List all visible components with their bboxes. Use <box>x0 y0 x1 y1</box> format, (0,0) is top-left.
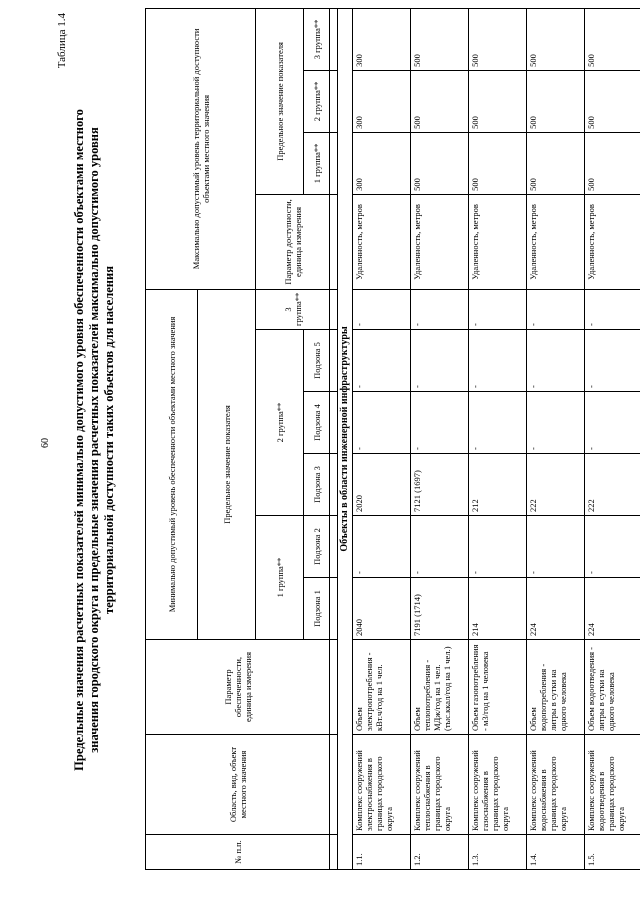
row-value: - <box>585 392 640 454</box>
row-value: 214 <box>469 578 527 640</box>
table-row <box>353 8 411 869</box>
row-value: 222 <box>527 454 585 516</box>
row-number: 1.2. <box>411 835 469 870</box>
row-access-param: Удаленность, метров <box>585 194 640 289</box>
row-object: Комплекс сооружений электроснабжения в границах городского округа <box>353 735 411 835</box>
row-value: 222 <box>585 454 640 516</box>
row-access-value: 500 <box>411 70 469 132</box>
access-limit-header: Предельное значение показателя <box>256 8 304 194</box>
row-object: Комплекс сооружений водоснабжения в границах городского округа <box>527 735 585 835</box>
row-value: 2040 <box>353 578 411 640</box>
col-num-header: № п.п. <box>146 835 330 870</box>
subzone-5-header: Подзона 5 <box>304 330 330 392</box>
page-number: 60 <box>40 438 51 448</box>
row-access-value: 300 <box>353 132 411 194</box>
row-object: Комплекс сооружений теплоснабжения в границах городского округа <box>411 735 469 835</box>
subzone-3-header: Подзона 3 <box>304 454 330 516</box>
row-value: - <box>353 289 411 329</box>
table-label: Таблица 1.4 <box>56 13 68 69</box>
row-value: 7191 (1714) <box>411 578 469 640</box>
table-row <box>469 8 527 869</box>
row-access-value: 500 <box>411 132 469 194</box>
row-value: 224 <box>527 578 585 640</box>
row-access-value: 500 <box>585 8 640 70</box>
group1-header: 1 группа** <box>256 516 304 640</box>
group3-header: 3 группа** <box>256 289 330 329</box>
table-row <box>585 8 640 869</box>
row-access-value: 500 <box>527 8 585 70</box>
row-value: - <box>411 289 469 329</box>
row-value: - <box>585 516 640 578</box>
row-value: - <box>527 516 585 578</box>
row-value: - <box>469 392 527 454</box>
row-access-value: 500 <box>585 132 640 194</box>
access-group3-header: 3 группа** <box>304 8 330 70</box>
limit-value-header: Предельное значение показателя <box>198 289 256 639</box>
row-access-value: 500 <box>469 70 527 132</box>
row-param: Объем теплопотребления - МДж/год на 1 чел. (тыс.ккал/год на 1 чел.) <box>411 640 469 735</box>
row-value: - <box>585 289 640 329</box>
standards-table <box>145 8 640 870</box>
row-value: - <box>411 330 469 392</box>
subzone-4-header: Подзона 4 <box>304 392 330 454</box>
row-access-param: Удаленность, метров <box>411 194 469 289</box>
section-title: Объекты в области инженерной инфраструктуры <box>338 8 353 869</box>
row-param: Объем электропотребления - кВт.ч/год на 1 чел. <box>353 640 411 735</box>
access-group1-header: 1 группа** <box>304 132 330 194</box>
section-row <box>338 8 353 869</box>
title-line: Предельные значения расчетных показателей минимально допустимого уровня обеспеченности объектами местного <box>72 109 86 771</box>
row-value: - <box>411 392 469 454</box>
row-access-param: Удаленность, метров <box>527 194 585 289</box>
row-value: - <box>353 392 411 454</box>
max-access-header: Максимально допустимый уровень территориальной доступности объектами местного значения <box>146 8 256 289</box>
col-param-header: Параметр обеспеченности, единица измерения <box>146 640 330 735</box>
table-row <box>411 8 469 869</box>
row-value: - <box>353 330 411 392</box>
access-group2-header: 2 группа** <box>304 70 330 132</box>
table-row <box>527 8 585 869</box>
row-param: Объем водоотведения - литры в сутки на одного человека <box>585 640 640 735</box>
row-number: 1.1. <box>353 835 411 870</box>
title-line: территориальной доступности таких объектов для населения <box>102 266 116 614</box>
subzone-1-header: Подзона 1 <box>304 578 330 640</box>
row-value: - <box>585 330 640 392</box>
row-access-value: 500 <box>411 8 469 70</box>
title-line: значения городского округа и предельные значения расчетных показателей максимально допустимого уровня <box>87 127 101 753</box>
col-area-header: Область, вид, объект местного значения <box>146 735 330 835</box>
table-body <box>338 8 640 869</box>
row-access-value: 300 <box>353 8 411 70</box>
min-level-header: Минимально допустимый уровень обеспеченности объектами местного значения <box>146 289 198 639</box>
row-object: Комплекс сооружений водоотведения в границах городского округа <box>585 735 640 835</box>
subzone-2-header: Подзона 2 <box>304 516 330 578</box>
row-value: - <box>527 330 585 392</box>
row-value: 224 <box>585 578 640 640</box>
row-access-value: 500 <box>527 70 585 132</box>
row-access-value: 500 <box>527 132 585 194</box>
row-access-param: Удаленность, метров <box>469 194 527 289</box>
row-number: 1.4. <box>527 835 585 870</box>
access-param-header: Параметр доступности, единица измерения <box>256 194 330 289</box>
row-access-value: 500 <box>469 132 527 194</box>
row-number: 1.5. <box>585 835 640 870</box>
row-value: - <box>353 516 411 578</box>
row-value: - <box>411 516 469 578</box>
row-value: - <box>527 392 585 454</box>
row-value: 7121 (1697) <box>411 454 469 516</box>
row-object: Комплекс сооружений газоснабжения в границах городского округа <box>469 735 527 835</box>
row-value: - <box>527 289 585 329</box>
row-value: - <box>469 289 527 329</box>
rotated-page <box>50 5 626 875</box>
row-access-value: 500 <box>585 70 640 132</box>
row-number: 1.3. <box>469 835 527 870</box>
row-value: 212 <box>469 454 527 516</box>
group2-header: 2 группа** <box>256 330 304 516</box>
row-value: - <box>469 516 527 578</box>
row-param: Объем газопотребления - м3/год на 1 человека <box>469 640 527 735</box>
document-title <box>72 5 117 875</box>
row-param: Объем водопотребления - литры в сутки на одного человека <box>527 640 585 735</box>
row-access-value: 300 <box>353 70 411 132</box>
row-access-param: Удаленность, метров <box>353 194 411 289</box>
row-access-value: 500 <box>469 8 527 70</box>
row-value: - <box>469 330 527 392</box>
row-value: 2020 <box>353 454 411 516</box>
